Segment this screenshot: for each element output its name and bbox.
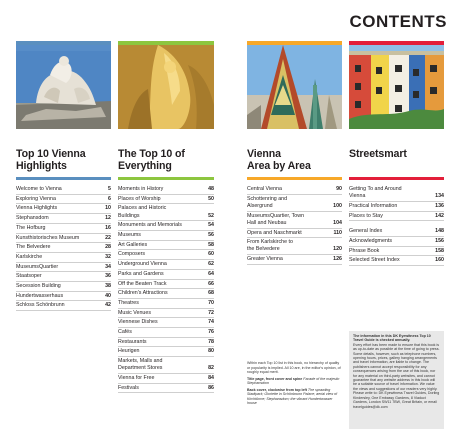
toc-entry [16,224,111,234]
toc-entry-label: The Hofburg [16,224,46,231]
fine-print-credits [247,377,342,386]
toc-entry-label: Off the Beaten Track [118,280,167,287]
section-rule [247,177,342,180]
toc-entry-page: 90 [336,186,342,192]
info-box-heading: The information in this DK Eyewitness Top 10 Travel Guide is checked annually. [353,334,431,343]
toc-entry-page: 100 [333,202,342,209]
toc-entry-label: Parks and Gardens [118,270,164,277]
toc-entry-page: 160 [435,257,444,264]
fine-print-back [247,388,342,406]
toc-entry-page: 120 [333,246,342,253]
toc-entry [349,247,444,257]
toc-entry-page: 52 [208,212,214,219]
toc-entry-page: 22 [105,234,111,241]
toc-entry [349,202,444,212]
toc-entry-page: 34 [105,263,111,270]
toc-entry-label: MuseumsQuartier [16,263,59,270]
toc-entry-label: Kunsthistorisches Museum [16,234,80,241]
toc-entry-label: Selected Street Index [349,257,400,264]
toc-entry-page: 58 [208,241,214,248]
toc-entry-page: 32 [105,253,111,260]
toc-entry [247,238,342,255]
toc-entry-label: Schloss Schönbrunn [16,302,65,309]
toc-entry [16,234,111,244]
toc-entry-label: Children's Attractions [118,290,168,297]
section-rule [349,177,444,180]
toc-entry [118,195,214,205]
toc-entry [16,301,111,311]
section-rule [16,177,111,180]
toc-entry-label: Palaces and Historic Buildings [118,205,167,219]
toc-entry-label: Moments in History [118,186,164,192]
toc-entry-label: Art Galleries [118,241,148,248]
toc-entry [118,231,214,241]
toc-entry-label: Practical Information [349,202,398,209]
section-photo-statue-fountain [16,45,111,129]
section-title: The Top 10 of Everything [118,148,185,172]
toc-entry-page: 142 [435,212,444,219]
toc-entry-page: 10 [105,205,111,212]
toc-entry-label: Welcome to Vienna [16,186,62,192]
toc-entry-page: 56 [208,232,214,239]
toc-entry-label: Markets, Malls and Department Stores [118,358,163,372]
toc-entry-page: 84 [208,375,214,382]
toc-entry [118,299,214,309]
toc-entry [349,185,444,202]
toc-entry-page: 50 [208,195,214,202]
toc-entry-page: 68 [208,290,214,297]
toc-entry [247,212,342,229]
toc-entry-label: Restaurants [118,338,147,345]
toc-entry-page: 16 [105,224,111,231]
info-box [349,331,444,429]
toc-list [349,185,444,266]
toc-entry-label: From Karlskirche to the Belvedere [247,239,293,253]
toc-entry-label: Karlskirche [16,253,43,260]
toc-list [247,185,342,265]
toc-entry-page: 136 [435,202,444,209]
section-title: Vienna Area by Area [247,148,311,172]
toc-entry [16,243,111,253]
toc-entry-page: 126 [333,256,342,263]
toc-entry [16,195,111,205]
toc-entry-label: Viennese Dishes [118,319,158,326]
toc-entry-page: 42 [105,302,111,309]
toc-entry-label: Heurigen [118,348,140,355]
section-top10-highlights [16,41,111,311]
toc-entry-page: 66 [208,280,214,287]
toc-entry-page: 82 [208,365,214,372]
section-photo-church-roof [247,45,342,129]
toc-entry [118,338,214,348]
toc-entry-label: The Belvedere [16,244,51,251]
toc-entry-page: 80 [208,348,214,355]
toc-entry-page: 5 [108,186,111,192]
toc-entry [247,195,342,212]
toc-entry-label: Central Vienna [247,186,282,192]
toc-entry-label: Staatsoper [16,273,42,280]
toc-entry [118,270,214,280]
toc-entry [118,374,214,384]
toc-entry-label: Vienna for Free [118,375,155,382]
toc-entry [118,347,214,357]
fine-print-intro: Within each Top 10 list in this book, no hierarchy of quality or popularity is implied. All 10 are, in the editor's opinion, of roughly equal merit. [247,361,341,374]
fine-print [247,361,342,408]
toc-entry [247,185,342,195]
section-area-by-area [247,41,342,265]
section-title: Streetsmart [349,148,407,160]
toc-entry [118,204,214,221]
credits-text: Facade of the majestic Stephansdom [247,376,340,385]
toc-entry-label: Exploring Vienna [16,195,56,202]
toc-entry [16,292,111,302]
toc-entry-page: 156 [435,238,444,245]
toc-entry [118,241,214,251]
toc-entry [16,263,111,273]
toc-entry-page: 76 [208,329,214,336]
toc-entry-label: Schottenring and Alsergrund [247,195,288,209]
toc-entry-page: 28 [105,244,111,251]
section-photo-golden-statue [118,45,214,129]
toc-entry [349,237,444,247]
toc-entry [118,328,214,338]
toc-entry-label: Festivals [118,384,139,391]
toc-entry-label: Opera and Naschmarkt [247,229,302,236]
back-cover-label: Back cover, clockwise from top left [247,387,307,392]
toc-entry-label: Theatres [118,299,139,306]
toc-entry-label: Greater Vienna [247,256,283,263]
back-cover-text: The sprawling Stadtpark; Gloriette in Schönbrunn Palace; aerial view of Kirchtürme; Stephansdom; the vibrant Hundertwasser house [247,387,338,405]
toc-entry-page: 86 [208,384,214,391]
toc-entry [16,253,111,263]
toc-entry-page: 62 [208,261,214,268]
toc-entry-page: 134 [435,193,444,200]
toc-entry [349,256,444,266]
toc-entry [349,227,444,237]
section-photo-colorful-building [349,45,444,129]
toc-entry-label: Phrase Book [349,247,380,254]
toc-entry-label: Places to Stay [349,212,383,219]
toc-entry [118,357,214,374]
info-box-body: Every effort has been made to ensure that this book is as up-to-date as possible at the time of going to press. Some details, however, such as telephone numbers, opening hours, prices, gallery hanging arrangements and travel information, are liable to change. The publishers cannot accept responsibility for any consequences arising from the use of this book, nor for any material on third-party websites, and cannot guarantee that any website address in this book will be a suitable source of travel information. We value the views and suggestions of our readers very highly. Please write to: DK Eyewitness Travel Guides, Dorling Kindersley, One Embassy Gardens, 8 Viaduct Gardens, London SW11 7BW, Great Britain, or email travelguides@dk.com [353,342,440,409]
toc-entry [247,255,342,265]
toc-entry-label: General Index [349,228,383,235]
toc-entry-label: Secession Building [16,283,61,290]
section-top10-everything [118,41,214,393]
toc-entry [118,280,214,290]
toc-entry-label: Underground Vienna [118,261,167,268]
toc-entry-label: Getting To and Around Vienna [349,186,402,200]
toc-entry-label: Museums [118,232,141,239]
toc-entry [16,272,111,282]
toc-entry [118,250,214,260]
toc-entry-label: Vienna Highlights [16,205,58,212]
toc-list [16,185,111,311]
toc-list [118,185,214,393]
toc-entry-label: MuseumsQuartier, Town Hall and Neubau [247,212,305,226]
toc-entry-page: 38 [105,283,111,290]
toc-entry-page: 40 [105,292,111,299]
section-rule [118,177,214,180]
toc-entry-label: Monuments and Memorials [118,222,182,229]
toc-entry [16,282,111,292]
toc-entry-page: 110 [333,229,342,236]
toc-entry-page: 64 [208,270,214,277]
toc-entry-page: 6 [108,195,111,202]
toc-entry [118,185,214,195]
page-title: CONTENTS [349,12,447,31]
toc-entry [118,289,214,299]
toc-entry [118,309,214,319]
toc-entry [118,384,214,394]
section-streetsmart [349,41,444,266]
section-title: Top 10 Vienna Highlights [16,148,86,172]
toc-entry-page: 36 [105,273,111,280]
toc-entry-label: Acknowledgments [349,238,392,245]
toc-entry-page: 72 [208,309,214,316]
toc-entry [118,221,214,231]
toc-entry-page: 148 [435,228,444,235]
toc-entry-label: Composers [118,251,146,258]
toc-entry-label: Cafés [118,329,132,336]
toc-entry-page: 60 [208,251,214,258]
toc-entry-label: Places of Worship [118,195,161,202]
toc-entry-page: 158 [435,247,444,254]
toc-entry-label: Hundertwasserhaus [16,292,64,299]
toc-entry [16,204,111,214]
toc-entry [16,185,111,195]
credits-label: Title page, front cover and spine [247,376,303,381]
toc-entry [16,214,111,224]
toc-entry-page: 70 [208,299,214,306]
toc-entry [247,229,342,239]
toc-entry-page: 74 [208,319,214,326]
toc-entry [118,260,214,270]
toc-entry-page: 12 [105,215,111,222]
toc-entry-label: Stephansdom [16,215,49,222]
toc-entry-label: Music Venues [118,309,151,316]
toc-entry-page: 104 [333,219,342,226]
toc-entry-page: 78 [208,338,214,345]
toc-entry-page: 48 [208,186,214,192]
toc-entry [349,212,444,222]
toc-entry [118,318,214,328]
toc-entry-page: 54 [208,222,214,229]
